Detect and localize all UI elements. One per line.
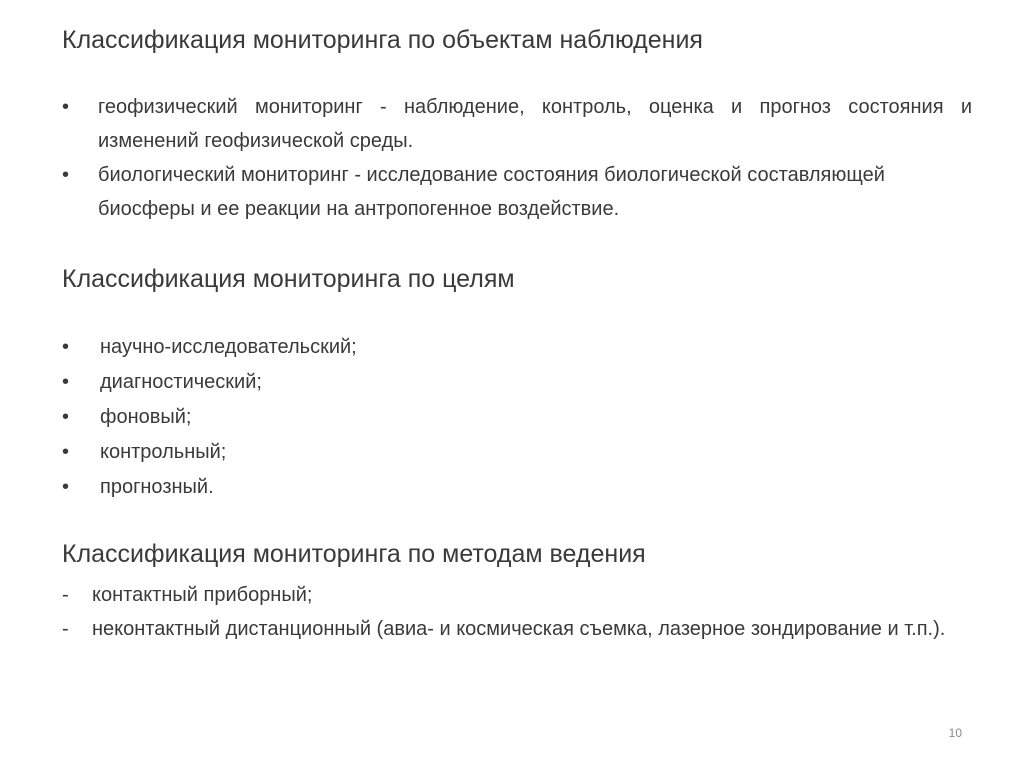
dash-icon: - — [62, 584, 69, 606]
bullet-icon: • — [62, 406, 70, 428]
heading-goals: Классификация мониторинга по целям — [62, 265, 515, 293]
bullet-icon: • — [62, 336, 70, 358]
list-item-text: фоновый; — [100, 406, 192, 428]
bullet-icon: • — [62, 96, 70, 118]
list-item — [62, 435, 762, 470]
list-item-text: контрольный; — [100, 441, 227, 463]
bullet-icon: • — [62, 371, 70, 393]
list-item-text: контактный приборный; — [92, 584, 313, 606]
heading-methods: Классификация мониторинга по методам ведения — [62, 540, 646, 568]
list-item-biological — [62, 158, 972, 226]
list-item — [62, 470, 762, 505]
heading-objects: Классификация мониторинга по объектам наблюдения — [62, 26, 703, 54]
list-item — [62, 400, 762, 435]
page-number: 10 — [948, 726, 962, 740]
list-item — [62, 612, 962, 646]
methods-list — [62, 578, 962, 646]
goals-list — [62, 330, 762, 505]
list-item-text: прогнозный. — [100, 476, 214, 498]
bullet-icon: • — [62, 441, 70, 463]
bullet-icon: • — [62, 164, 70, 186]
list-item — [62, 365, 762, 400]
list-item-geophysical — [62, 90, 972, 158]
list-item — [62, 578, 962, 612]
list-item-text: диагностический; — [100, 371, 262, 393]
list-item-text: биологический мониторинг - исследование состояния биологической составляющей биосферы и ее реакции на антропогенное воздействие. — [98, 164, 885, 220]
list-item-text: неконтактный дистанционный (авиа- и космическая съемка, лазерное зондирование и т.п.). — [92, 618, 946, 640]
list-item — [62, 330, 762, 365]
dash-icon: - — [62, 618, 69, 640]
list-item-text: научно-исследовательский; — [100, 336, 357, 358]
bullet-icon: • — [62, 476, 70, 498]
objects-list — [62, 90, 972, 226]
list-item-text: геофизический мониторинг - наблюдение, контроль, оценка и прогноз состояния и изменений геофизической среды. — [98, 96, 972, 152]
